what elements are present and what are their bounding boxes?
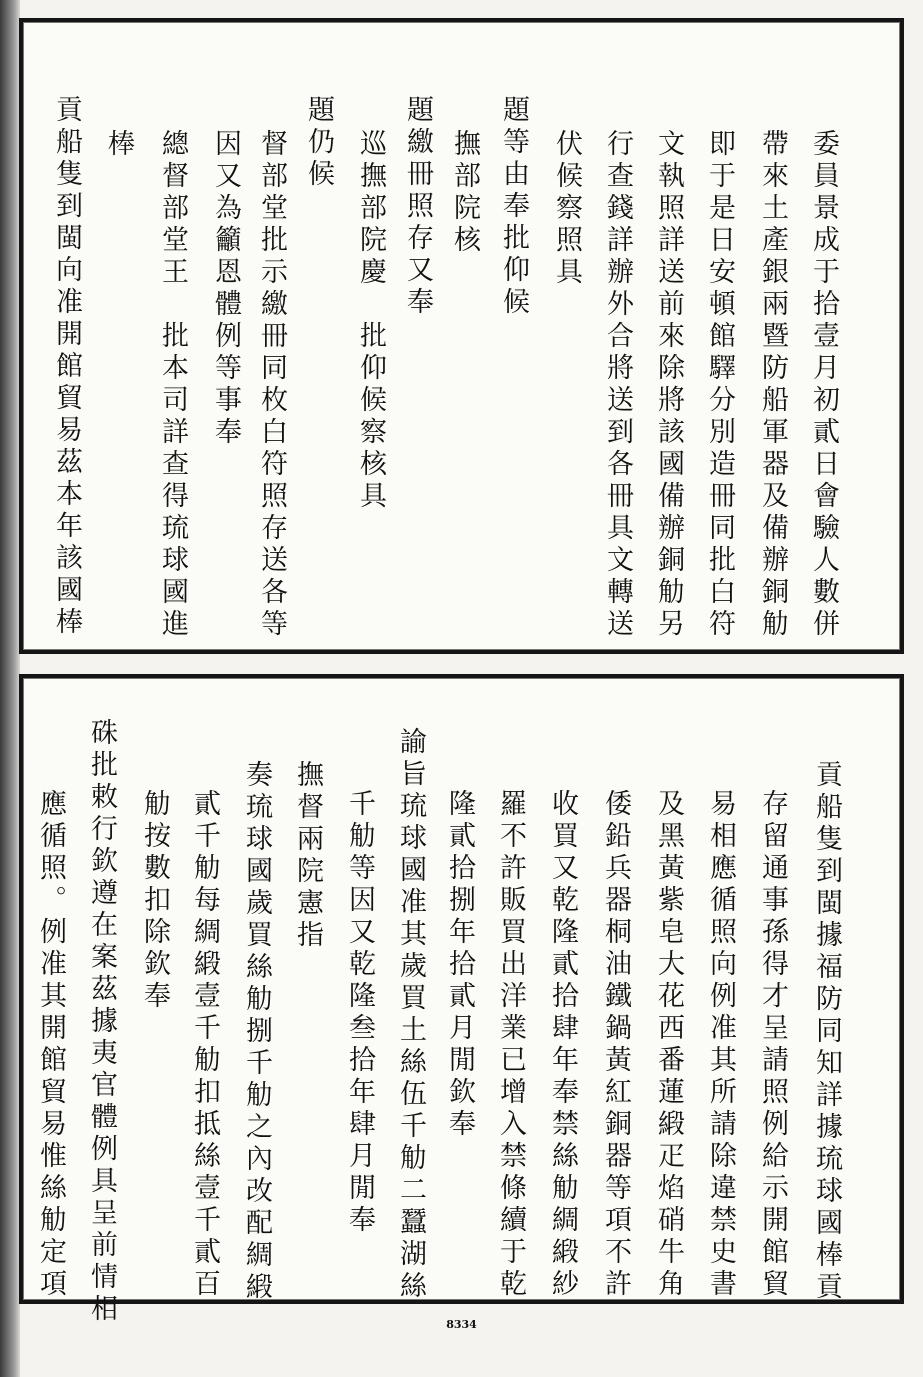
bottom-text-column: 硃批敕行欽遵在案茲據夷官體例具呈前情相 bbox=[86, 718, 117, 1326]
top-text-column: 撫部院核 bbox=[449, 129, 480, 257]
top-text-column: 題等由奉批仰候 bbox=[498, 95, 529, 319]
bottom-text-column: 應循照。例准其開館貿易惟絲觔定項 bbox=[35, 789, 66, 1301]
top-text-column: 巡撫部院慶 批仰候察核具 bbox=[355, 129, 386, 513]
bottom-text-column: 貳千觔每綢緞壹千觔扣抵絲壹千貳百 bbox=[189, 789, 220, 1301]
top-text-column: 貢船隻到閩向准開館貿易茲本年該國棒 bbox=[51, 95, 82, 639]
top-text-column: 即于是日安頓館驛分別造冊同批白符 bbox=[704, 129, 735, 641]
top-text-column: 文執照詳送前來除將該國備辦銅觔另 bbox=[653, 129, 684, 641]
bottom-text-column: 觔按數扣除欽奉 bbox=[139, 789, 170, 1013]
top-text-column: 督部堂批示繳冊同枚白符照存送各等 bbox=[256, 129, 287, 641]
top-text-column: 總督部堂王 批本司詳查得琉球國進 bbox=[157, 129, 188, 641]
top-text-column: 委員景成于拾壹月初貳日會驗人數併 bbox=[808, 129, 839, 641]
bottom-text-column: 撫督兩院憲指 bbox=[292, 760, 323, 952]
top-text-column: 棒 bbox=[103, 129, 134, 161]
top-text-column: 伏候察照具 bbox=[551, 129, 582, 289]
top-text-column: 題繳冊照存又奉 bbox=[402, 95, 433, 319]
page-number: 8334 bbox=[446, 1318, 477, 1331]
book-gutter-shadow bbox=[0, 0, 20, 1377]
top-text-column: 行查錢詳辦外合將送到各冊具文轉送 bbox=[602, 129, 633, 641]
bottom-text-column: 倭鉛兵器桐油鐵鍋黃紅銅器等項不許 bbox=[600, 789, 631, 1301]
top-text-column: 因又為籲恩體例等事奉 bbox=[210, 129, 241, 449]
bottom-text-column: 易相應循照向例准其所請除違禁史書 bbox=[705, 789, 736, 1301]
bottom-text-column: 貢船隻到閩據福防同知詳據琉球國棒貢 bbox=[811, 760, 842, 1304]
bottom-text-column: 收買又乾隆貳拾肆年奉禁絲觔綢緞紗 bbox=[547, 789, 578, 1301]
bottom-text-column: 隆貳拾捌年拾貳月閒欽奉 bbox=[444, 789, 475, 1141]
bottom-text-column: 諭旨琉球國准其歲買土絲伍千觔二蠶湖絲 bbox=[395, 727, 426, 1303]
bottom-text-column: 存留通事孫得才呈請照例給示開館貿 bbox=[757, 789, 788, 1301]
bottom-text-column: 千觔等因又乾隆叁拾年肆月閒奉 bbox=[344, 789, 375, 1237]
bottom-text-column: 奏琉球國歲買絲觔捌千觔之內改配綢緞 bbox=[241, 760, 272, 1304]
bottom-text-column: 羅不許販買出洋業已增入禁條續于乾 bbox=[495, 789, 526, 1301]
bottom-text-column: 及黑黃紫皂大花西番蓮緞疋焰硝牛角 bbox=[653, 789, 684, 1301]
top-text-column: 帶來土產銀兩暨防船軍器及備辦銅觔 bbox=[757, 129, 788, 641]
top-text-panel bbox=[19, 18, 904, 654]
top-text-column: 題仍候 bbox=[303, 95, 334, 191]
